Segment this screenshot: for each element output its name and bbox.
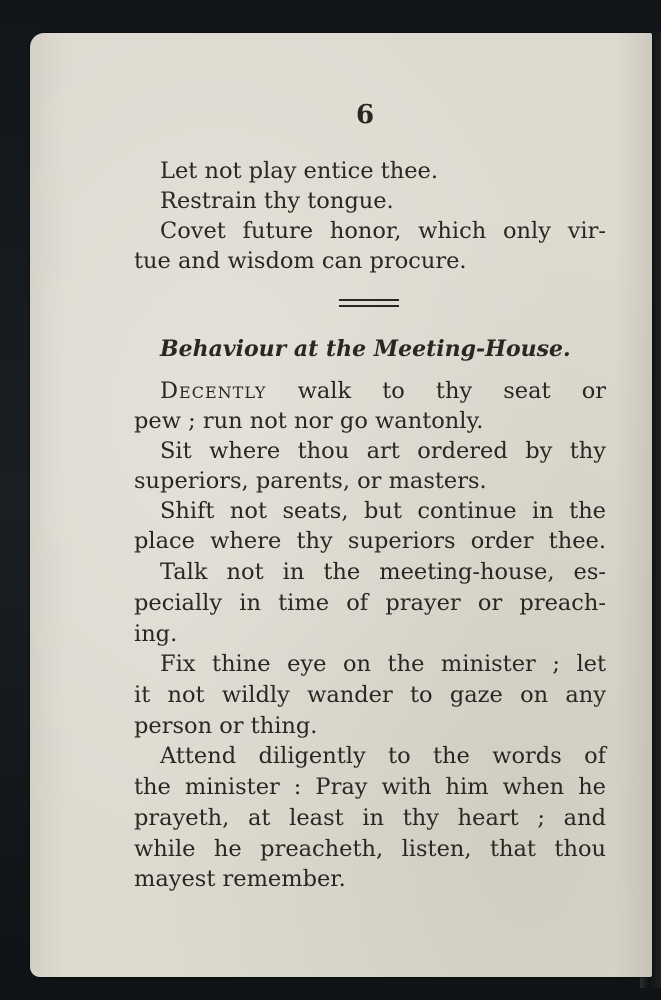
rule-line: person or thing.: [134, 713, 318, 739]
rule-line: superiors, parents, or masters.: [134, 468, 487, 494]
rule-line: prayeth, at least in thy heart ; and: [134, 805, 606, 831]
page-number: 6: [355, 100, 375, 130]
rule-line: Fix thine eye on the minister ; let: [160, 651, 606, 677]
maxim-line: tue and wisdom can procure.: [134, 248, 467, 274]
rule-line: Shift not seats, but continue in the: [160, 498, 606, 524]
rule-line: mayest remember.: [134, 866, 346, 892]
rule-line: pecially in time of prayer or preach-: [134, 590, 606, 616]
rule-line: [160, 376, 606, 406]
rule-line: Talk not in the meeting-house, es-: [160, 559, 606, 585]
rule-line: Attend diligently to the words of: [160, 743, 606, 769]
rule-line: it not wildly wander to gaze on any: [134, 682, 606, 708]
rule-line: while he preacheth, listen, that thou: [134, 836, 606, 862]
maxim-line: Let not play entice thee.: [160, 158, 438, 184]
rule-line: the minister : Pray with him when he: [134, 774, 606, 800]
section-divider-top: [339, 299, 399, 301]
section-divider-bottom: [339, 305, 399, 307]
maxim-line: Restrain thy tongue.: [160, 188, 394, 214]
section-heading: Behaviour at the Meeting-House.: [160, 336, 571, 362]
rule-line: Sit where thou art ordered by thy: [160, 438, 606, 464]
lead-word: Decently: [160, 378, 267, 404]
rule-line-rest: walk to thy seat or: [266, 378, 606, 404]
rule-line: place where thy superiors order thee.: [134, 528, 606, 554]
maxim-line: Covet future honor, which only vir-: [160, 218, 606, 244]
rule-line: pew ; run not nor go wantonly.: [134, 408, 484, 434]
rule-line: ing.: [134, 621, 178, 647]
